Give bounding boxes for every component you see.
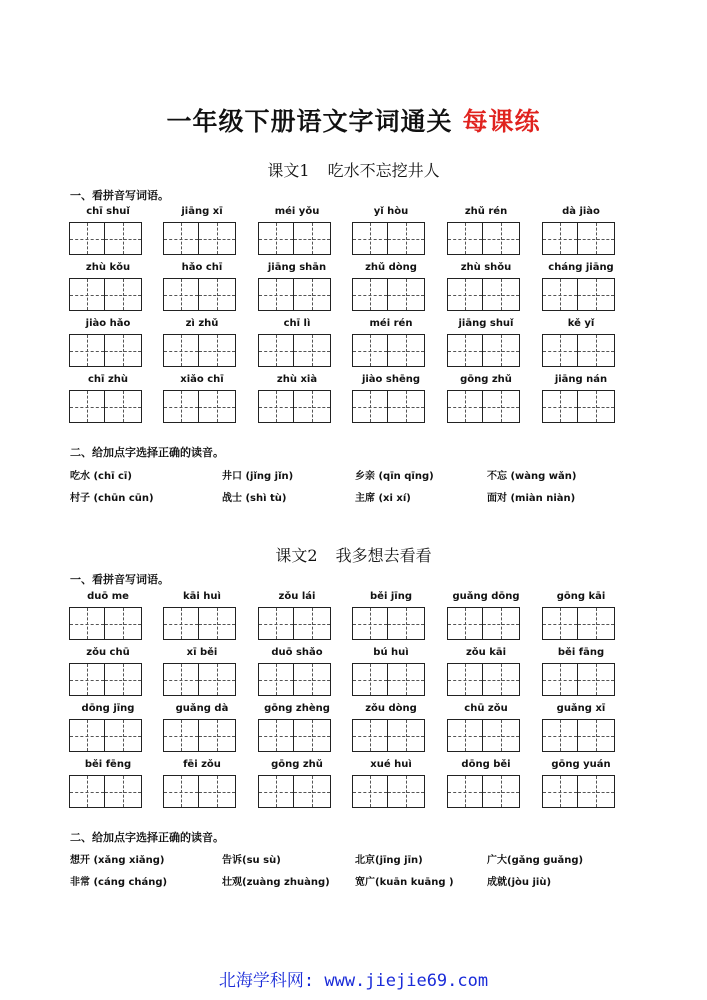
tianzige-box[interactable] [163,334,199,367]
writing-boxes [69,607,142,640]
writing-boxes [542,607,615,640]
tianzige-box[interactable] [258,663,294,696]
lesson-2-section-1-heading: 一、看拼音写词语。 [70,573,169,586]
tianzige-box[interactable] [69,607,105,640]
writing-boxes [258,222,331,255]
page-title [0,102,707,138]
pinyin-label: duō shǎo [271,647,323,658]
tianzige-box[interactable] [483,278,520,311]
tianzige-box[interactable] [483,390,520,423]
pronunciation-choice: 广大(gǎng guǎng) [487,855,584,866]
tianzige-box[interactable] [447,390,483,423]
tianzige-box[interactable] [578,334,615,367]
tianzige-box[interactable] [388,607,425,640]
pinyin-label: dà jiào [562,206,600,217]
writing-boxes [352,222,425,255]
tianzige-box[interactable] [163,390,199,423]
tianzige-box[interactable] [447,663,483,696]
tianzige-box[interactable] [578,663,615,696]
tianzige-box[interactable] [447,334,483,367]
tianzige-box[interactable] [258,334,294,367]
tianzige-box[interactable] [294,334,331,367]
pinyin-label: zhǔ dòng [365,262,417,273]
tianzige-box[interactable] [388,719,425,752]
tianzige-box[interactable] [447,278,483,311]
lesson-2-number: 课文2 [275,546,318,565]
pinyin-label: zǒu dòng [365,703,417,714]
pinyin-label: zì zhǔ [185,318,219,329]
tianzige-box[interactable] [542,278,578,311]
writing-boxes [163,663,236,696]
tianzige-box[interactable] [542,390,578,423]
lesson-2-title [0,543,707,566]
tianzige-box[interactable] [105,607,142,640]
writing-boxes [352,607,425,640]
writing-boxes [352,334,425,367]
tianzige-box[interactable] [199,390,236,423]
tianzige-box[interactable] [352,334,388,367]
tianzige-box[interactable] [294,222,331,255]
writing-boxes [352,663,425,696]
tianzige-box[interactable] [199,775,236,808]
tianzige-box[interactable] [483,775,520,808]
tianzige-box[interactable] [388,775,425,808]
writing-boxes [258,278,331,311]
tianzige-box[interactable] [69,775,105,808]
tianzige-box[interactable] [352,222,388,255]
writing-boxes [163,607,236,640]
tianzige-box[interactable] [105,390,142,423]
tianzige-box[interactable] [258,278,294,311]
tianzige-box[interactable] [69,334,105,367]
pronunciation-choice: 战士 (shì tù) [222,493,287,504]
writing-boxes [542,390,615,423]
tianzige-box[interactable] [105,278,142,311]
lesson-2-name: 我多想去看看 [335,546,432,565]
tianzige-box[interactable] [199,607,236,640]
tianzige-box[interactable] [388,390,425,423]
writing-boxes [542,719,615,752]
writing-boxes [163,775,236,808]
pinyin-label: běi fāng [557,647,605,658]
writing-boxes [447,390,520,423]
tianzige-box[interactable] [578,607,615,640]
tianzige-box[interactable] [578,390,615,423]
tianzige-box[interactable] [69,390,105,423]
pronunciation-choice: 非常 (cáng cháng) [70,877,168,888]
pinyin-label: guǎng dōng [452,591,520,602]
pronunciation-choice: 成就(jòu jiù) [487,877,552,888]
tianzige-box[interactable] [105,334,142,367]
writing-boxes [69,222,142,255]
tianzige-box[interactable] [163,222,199,255]
tianzige-box[interactable] [352,607,388,640]
tianzige-box[interactable] [388,663,425,696]
pinyin-label: xī běi [186,647,218,658]
writing-boxes [542,663,615,696]
writing-boxes [542,334,615,367]
pronunciation-choice: 主席 (xi xí) [355,493,411,504]
tianzige-box[interactable] [352,278,388,311]
pinyin-label: běi jīng [370,591,412,602]
pinyin-label: jiāng xī [181,206,223,217]
pinyin-label: zhù shǒu [460,262,512,273]
tianzige-box[interactable] [69,719,105,752]
tianzige-box[interactable] [258,390,294,423]
tianzige-box[interactable] [483,607,520,640]
pinyin-label: zhù kǒu [85,262,131,273]
tianzige-box[interactable] [447,607,483,640]
pinyin-label: gōng kāi [556,591,606,602]
tianzige-box[interactable] [388,278,425,311]
writing-boxes [447,663,520,696]
tianzige-box[interactable] [483,334,520,367]
page-title-main: 一年级下册语文字词通关 [166,107,453,136]
pinyin-label: jiào shēng [361,374,421,385]
tianzige-box[interactable] [542,607,578,640]
pinyin-label: duō me [87,591,129,602]
tianzige-box[interactable] [447,775,483,808]
writing-boxes [163,390,236,423]
pronunciation-choice: 吃水 (chī cī) [70,471,132,482]
writing-boxes [542,775,615,808]
tianzige-box[interactable] [578,775,615,808]
pinyin-label: hǎo chī [181,262,223,273]
page-title-highlight: 每课练 [462,107,541,136]
pronunciation-choice: 想开 (xǎng xiǎng) [70,855,165,866]
pronunciation-choice: 乡亲 (qīn qīng) [355,471,434,482]
tianzige-box[interactable] [69,663,105,696]
pinyin-label: jiāng shān [267,262,327,273]
tianzige-box[interactable] [163,775,199,808]
tianzige-box[interactable] [258,222,294,255]
pinyin-label: bú huì [373,647,409,658]
writing-boxes [163,334,236,367]
pinyin-label: zhù xià [276,374,318,385]
lesson-1-section-1-heading: 一、看拼音写词语。 [70,189,169,202]
writing-boxes [258,390,331,423]
pronunciation-choice: 告诉(su sù) [222,855,281,866]
pronunciation-choice: 村子 (chūn cūn) [70,493,154,504]
pinyin-label: jiāng shuǐ [458,318,514,329]
tianzige-box[interactable] [294,719,331,752]
writing-boxes [447,278,520,311]
tianzige-box[interactable] [542,663,578,696]
writing-boxes [69,278,142,311]
pinyin-label: cháng jiāng [548,262,614,273]
tianzige-box[interactable] [447,719,483,752]
writing-boxes [352,278,425,311]
tianzige-box[interactable] [352,719,388,752]
tianzige-box[interactable] [542,775,578,808]
writing-boxes [447,334,520,367]
tianzige-box[interactable] [542,334,578,367]
lesson-1-name: 吃水不忘挖井人 [327,161,440,180]
pinyin-label: xué huì [370,759,412,770]
pinyin-label: gōng zhǔ [460,374,512,385]
pinyin-label: xiǎo chī [180,374,224,385]
tianzige-box[interactable] [69,222,105,255]
tianzige-box[interactable] [483,719,520,752]
writing-boxes [163,222,236,255]
pinyin-label: běi fēng [84,759,132,770]
pinyin-label: chī shuǐ [86,206,130,217]
writing-boxes [258,334,331,367]
tianzige-box[interactable] [483,663,520,696]
tianzige-box[interactable] [294,278,331,311]
pinyin-label: jiāng nán [554,374,608,385]
tianzige-box[interactable] [294,390,331,423]
pinyin-label: fēi zǒu [183,759,221,770]
writing-boxes [163,719,236,752]
tianzige-box[interactable] [258,607,294,640]
tianzige-box[interactable] [105,663,142,696]
pinyin-label: zǒu chū [86,647,130,658]
pronunciation-choice: 宽广(kuān kuāng ) [355,877,454,888]
tianzige-box[interactable] [352,390,388,423]
tianzige-box[interactable] [578,222,615,255]
tianzige-box[interactable] [163,278,199,311]
tianzige-box[interactable] [199,278,236,311]
tianzige-box[interactable] [163,719,199,752]
pinyin-label: méi yǒu [274,206,320,217]
pinyin-label: yǐ hòu [373,206,409,217]
tianzige-box[interactable] [69,278,105,311]
writing-boxes [352,775,425,808]
pinyin-label: dōng jīng [81,703,135,714]
writing-boxes [258,719,331,752]
pinyin-label: jiào hǎo [85,318,131,329]
pinyin-label: méi rén [369,318,413,329]
tianzige-box[interactable] [388,222,425,255]
pinyin-label: gōng yuán [551,759,611,770]
tianzige-box[interactable] [163,663,199,696]
pinyin-label: zhǔ rén [464,206,508,217]
writing-boxes [352,719,425,752]
tianzige-box[interactable] [163,607,199,640]
pronunciation-choice: 井口 (jǐng jǐn) [222,471,294,482]
footer-watermark: 北海学科网: www.jiejie69.com [218,971,489,991]
tianzige-box[interactable] [352,775,388,808]
lesson-1-number: 课文1 [267,161,310,180]
tianzige-box[interactable] [542,719,578,752]
writing-boxes [542,222,615,255]
tianzige-box[interactable] [105,775,142,808]
pinyin-label: dōng běi [461,759,511,770]
tianzige-box[interactable] [258,775,294,808]
writing-boxes [447,222,520,255]
tianzige-box[interactable] [542,222,578,255]
tianzige-box[interactable] [294,607,331,640]
tianzige-box[interactable] [199,719,236,752]
pronunciation-choice: 不忘 (wàng wǎn) [487,471,577,482]
writing-boxes [447,719,520,752]
tianzige-box[interactable] [199,334,236,367]
pinyin-label: kě yǐ [567,318,595,329]
pinyin-label: gōng zhǔ [271,759,323,770]
pinyin-label: gōng zhèng [264,703,330,714]
pinyin-label: guǎng dà [175,703,229,714]
writing-boxes [258,663,331,696]
writing-boxes [352,390,425,423]
tianzige-box[interactable] [105,222,142,255]
tianzige-box[interactable] [199,222,236,255]
tianzige-box[interactable] [105,719,142,752]
tianzige-box[interactable] [578,719,615,752]
writing-boxes [447,775,520,808]
tianzige-box[interactable] [294,775,331,808]
tianzige-box[interactable] [199,663,236,696]
writing-boxes [258,607,331,640]
writing-boxes [69,775,142,808]
pinyin-label: chū zǒu [464,703,508,714]
pinyin-label: chī zhù [87,374,128,385]
pronunciation-choice: 北京(jīng jīn) [355,855,423,866]
pinyin-label: chī lì [283,318,311,329]
tianzige-box[interactable] [258,719,294,752]
writing-boxes [258,775,331,808]
tianzige-box[interactable] [294,663,331,696]
writing-boxes [69,390,142,423]
writing-boxes [163,278,236,311]
tianzige-box[interactable] [352,663,388,696]
tianzige-box[interactable] [447,222,483,255]
writing-boxes [542,278,615,311]
pinyin-label: guǎng xī [556,703,606,714]
tianzige-box[interactable] [483,222,520,255]
pinyin-label: zǒu kāi [465,647,507,658]
pronunciation-choice: 面对 (miàn niàn) [487,493,576,504]
tianzige-box[interactable] [578,278,615,311]
pinyin-label: kāi huì [183,591,221,602]
lesson-2-section-2-heading: 二、给加点字选择正确的读音。 [70,831,224,844]
tianzige-box[interactable] [388,334,425,367]
writing-boxes [69,663,142,696]
writing-boxes [69,334,142,367]
lesson-1-section-2-heading: 二、给加点字选择正确的读音。 [70,446,224,459]
pronunciation-choice: 壮观(zuàng zhuàng) [222,877,330,888]
writing-boxes [69,719,142,752]
writing-boxes [447,607,520,640]
lesson-1-title [0,158,707,181]
pinyin-label: zǒu lái [278,591,316,602]
